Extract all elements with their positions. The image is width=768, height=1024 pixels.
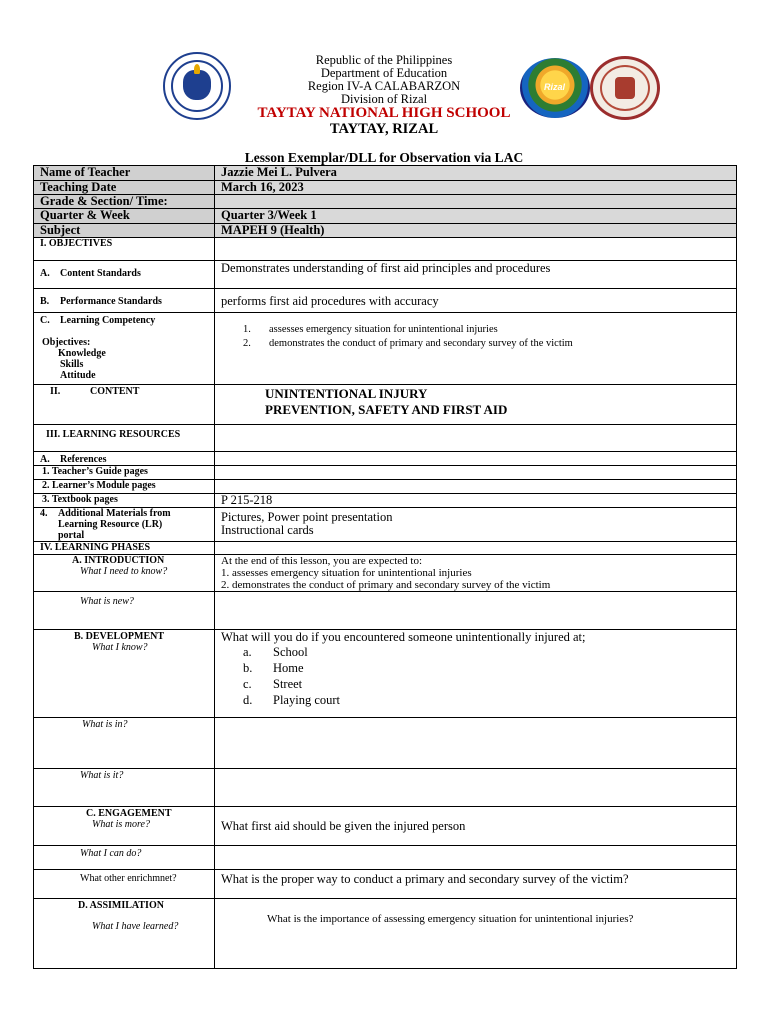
what-i-can-do-row [34, 846, 737, 870]
textbook-value: P 215-218 [215, 494, 737, 508]
assimilation-label-cell [34, 899, 215, 969]
objective-skills: Skills [60, 359, 84, 370]
teacher-label: Name of Teacher [34, 166, 215, 181]
school-name: TAYTAY NATIONAL HIGH SCHOOL [257, 105, 511, 121]
info-row-date [34, 181, 737, 195]
engagement-label: C. ENGAGEMENT [86, 808, 172, 819]
development-label: B. DEVELOPMENT [74, 631, 165, 642]
content-standards-value: Demonstrates understanding of first aid principles and procedures [215, 261, 737, 289]
list-item: a. School [243, 645, 308, 659]
learners-module-value [215, 480, 737, 494]
info-row-teacher [34, 166, 737, 181]
content-standards-label: A. Content Standards [34, 261, 215, 289]
school-seal-logo [590, 56, 660, 120]
quarter-label: Quarter & Week [34, 209, 215, 224]
performance-standards-row [34, 289, 737, 313]
introduction-label: A. INTRODUCTION [72, 555, 165, 566]
learning-competency-value [215, 313, 737, 385]
assimilation-value: What is the importance of assessing emergency situation for unintentional injuries? [215, 899, 737, 969]
list-item: b. Home [243, 661, 304, 675]
additional-materials-value: Pictures, Power point presentation Instructional cards [215, 508, 737, 542]
objectives-sub-label: Objectives: [42, 337, 91, 348]
objectives-heading-row [34, 238, 737, 261]
content-label: II. CONTENT [34, 385, 215, 425]
document-header [0, 0, 768, 165]
what-is-in-label: What is in? [34, 718, 215, 769]
header-republic: Republic of the Philippines [315, 53, 453, 67]
school-town: TAYTAY, RIZAL [329, 121, 439, 137]
introduction-value: At the end of this lesson, you are expected to: 1. assesses emergency situation for unintentional injuries 2. demonstrates the conduct of primary and secondary survey of the victim [215, 555, 737, 592]
lesson-plan-table [33, 165, 737, 969]
additional-materials-label: 4. Additional Materials from Learning Resource (LR) portal [34, 508, 215, 542]
date-value: March 16, 2023 [215, 181, 737, 195]
engagement-question: What is more? [92, 819, 150, 830]
references-label: A. References [34, 452, 215, 466]
school-seal-emblem [615, 77, 635, 99]
objective-attitude: Attitude [60, 370, 96, 381]
competency-list [221, 323, 730, 351]
learners-module-row [34, 480, 737, 494]
quarter-value: Quarter 3/Week 1 [215, 209, 737, 224]
assimilation-row [34, 899, 737, 969]
content-standards-row [34, 261, 737, 289]
learners-module-label: 2. Learner’s Module pages [34, 480, 215, 494]
performance-standards-value: performs first aid procedures with accuracy [215, 289, 737, 313]
rizal-logo-text: Rizal [544, 82, 566, 92]
places-list [221, 644, 730, 708]
subject-label: Subject [34, 224, 215, 238]
rizal-province-logo [520, 58, 590, 118]
list-item: c. Street [243, 677, 303, 691]
objective-knowledge: Knowledge [58, 348, 106, 359]
introduction-label-cell [34, 555, 215, 592]
list-item: d. Playing court [243, 693, 341, 707]
development-value: What will you do if you encountered someone unintentionally injured at; a. School b. Home c. Street d. Playing court [215, 630, 737, 718]
subject-value: MAPEH 9 (Health) [215, 224, 737, 238]
content-row [34, 385, 737, 425]
document-title: Lesson Exemplar/DLL for Observation via LAC [244, 150, 524, 165]
header-region: Region IV-A CALABARZON [307, 79, 461, 93]
list-item: 1. assesses emergency situation for unintentional injuries [243, 324, 498, 335]
development-label-cell [34, 630, 215, 718]
info-row-subject [34, 224, 737, 238]
learning-phases-heading: IV. LEARNING PHASES [34, 542, 215, 555]
textbook-row [34, 494, 737, 508]
performance-standards-label: B. Performance Standards [34, 289, 215, 313]
what-i-can-do-label: What I can do? [34, 846, 215, 870]
enrichment-label: What other enrichmnet? [34, 870, 215, 899]
teachers-guide-row [34, 466, 737, 480]
learning-competency-cell [34, 313, 215, 385]
grade-value [215, 195, 737, 209]
assimilation-question: What I have learned? [92, 921, 179, 932]
header-division: Division of Rizal [340, 92, 428, 106]
teacher-value: Jazzie Mei L. Pulvera [215, 166, 737, 181]
development-question: What I know? [92, 642, 148, 653]
learning-competency-row [34, 313, 737, 385]
introduction-row [34, 555, 737, 592]
header-department: Department of Education [320, 66, 448, 80]
what-is-in-row [34, 718, 737, 769]
info-row-quarter [34, 209, 737, 224]
textbook-label: 3. Textbook pages [34, 494, 215, 508]
resources-heading: III. LEARNING RESOURCES [34, 425, 215, 452]
engagement-row [34, 807, 737, 846]
learning-competency-label: C. Learning Competency [40, 315, 156, 326]
assimilation-label: D. ASSIMILATION [78, 900, 164, 911]
list-item: 2. demonstrates the conduct of primary and secondary survey of the victim [243, 338, 573, 349]
content-value [215, 385, 737, 425]
development-row [34, 630, 737, 718]
info-row-grade [34, 195, 737, 209]
date-label: Teaching Date [34, 181, 215, 195]
references-row [34, 452, 737, 466]
content-title-line1: UNINTENTIONAL INJURY [265, 386, 428, 401]
what-is-new-row [34, 592, 737, 630]
introduction-question: What I need to know? [80, 566, 168, 577]
teachers-guide-label: 1. Teacher’s Guide pages [34, 466, 215, 480]
what-is-it-label: What is it? [34, 769, 215, 807]
objectives-heading: I. OBJECTIVES [34, 238, 215, 261]
content-title-line2: PREVENTION, SAFETY AND FIRST AID [265, 402, 508, 417]
additional-materials-row [34, 508, 737, 542]
engagement-value: What first aid should be given the injured person [215, 807, 737, 846]
learning-phases-heading-row [34, 542, 737, 555]
enrichment-value: What is the proper way to conduct a primary and secondary survey of the victim? [215, 870, 737, 899]
teachers-guide-value [215, 466, 737, 480]
what-is-new-label: What is new? [34, 592, 215, 630]
grade-label: Grade & Section/ Time: [34, 195, 215, 209]
resources-heading-row [34, 425, 737, 452]
enrichment-row [34, 870, 737, 899]
engagement-label-cell [34, 807, 215, 846]
what-is-it-row [34, 769, 737, 807]
